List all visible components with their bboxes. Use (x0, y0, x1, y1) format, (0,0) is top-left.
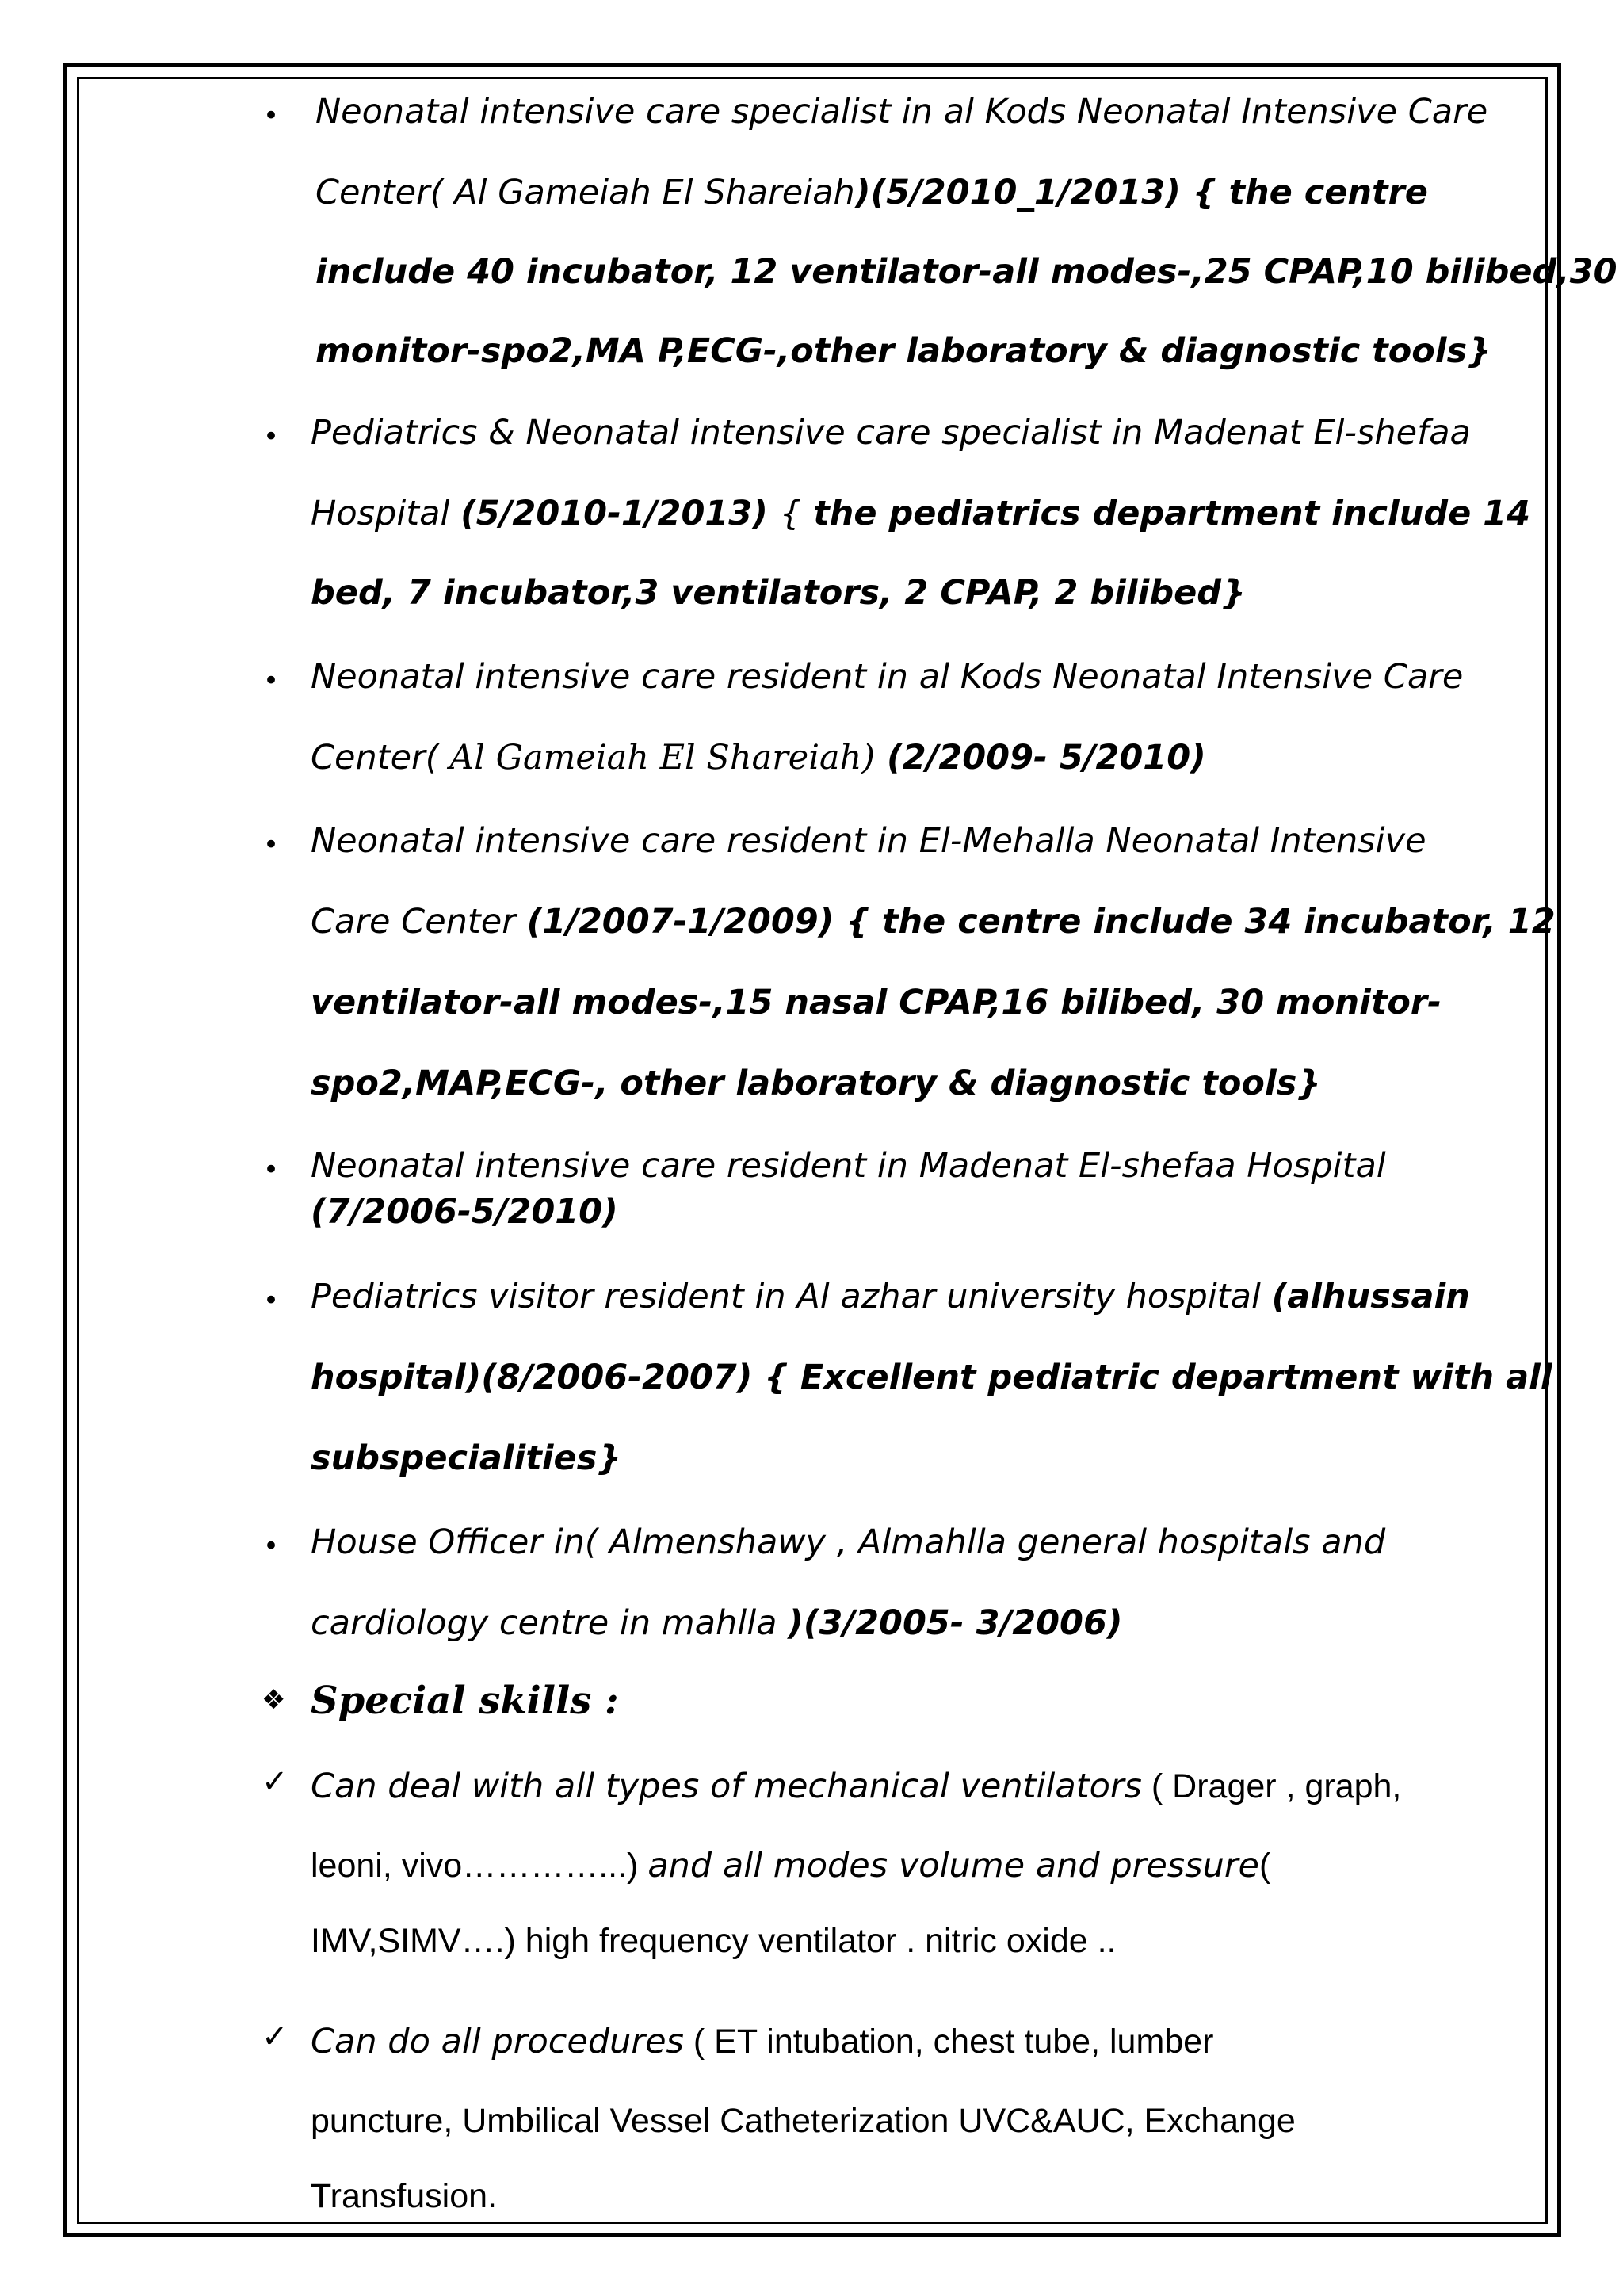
text-segment: (2/2009- 5/2010 (875, 738, 1191, 777)
bullet-icon: • (263, 100, 280, 132)
experience-line (311, 821, 1426, 861)
experience-line (311, 1522, 1386, 1562)
text-segment: r university hospital (921, 1277, 1272, 1316)
skill-line (311, 1767, 1402, 1806)
text-segment: leoni, vivo………….. (311, 1847, 618, 1885)
text-segment: ventilator-all modes-,15 nasal CPAP,16 bilibed, 30 monitor- (311, 983, 1442, 1022)
text-segment: include 40 incubator, 12 ventilator-all modes-,25 CPAP,10 bilibed,30 (315, 252, 1617, 292)
text-segment: ) (1190, 738, 1206, 777)
text-segment: (7/2006-5/2010) (311, 1192, 618, 1232)
text-segment: ( Drager , graph, (1141, 1767, 1402, 1805)
text-segment: Care Center (311, 902, 527, 942)
checkmark-icon: ✓ (262, 2019, 288, 2055)
text-segment: Neonatal intensive care resident in Madenat El-shefaa Hospital (311, 1146, 1386, 1186)
text-segment: House Officer in( Almenshawy , Almahlla general hospitals and (311, 1522, 1386, 1562)
bullet-icon: • (263, 1154, 280, 1186)
experience-line (311, 1358, 1552, 1397)
skill-line (311, 2022, 1214, 2061)
text-segment: Neonatal intensive care resident in al Kods Neonatal Intensive Care (311, 657, 1464, 697)
experience-line (311, 1603, 1123, 1643)
text-segment: { (779, 494, 802, 533)
skill-line (311, 2179, 497, 2214)
text-segment: .) (617, 1847, 648, 1885)
experience-line (311, 1192, 618, 1232)
text-segment: Pediatrics visitor resident in Al azha (311, 1277, 922, 1316)
text-segment: (alhussain (1271, 1277, 1470, 1316)
text-segment: subspecialities} (311, 1438, 621, 1478)
experience-line (311, 413, 1471, 453)
text-segment: bed, 7 incubator,3 ventilators, 2 CPAP, 2 bilibed} (311, 573, 1246, 613)
experience-line (311, 1438, 621, 1478)
text-segment: cardiology centre in mahlla (311, 1603, 789, 1643)
text-segment: (5/2010-1/2013) (460, 494, 780, 533)
experience-line (311, 902, 1556, 942)
checkmark-icon: ✓ (262, 1763, 288, 1800)
text-segment: spo2,MAP,ECG-, other laboratory & diagnostic tools} (311, 1064, 1321, 1103)
text-segment: IMV,SIMV….) high frequency ventilator . nitric oxide .. (311, 1922, 1117, 1960)
text-segment: the pediatrics department include 14 (801, 494, 1531, 533)
text-segment: ( (1258, 1847, 1271, 1885)
bullet-icon: • (263, 829, 280, 861)
text-segment: Neonatal intensive care specialist in al Kods Neonatal Intensive Care (315, 92, 1488, 132)
experience-line (311, 1146, 1386, 1186)
skill-line (311, 1924, 1117, 1958)
text-segment: ( ET intubation, chest tube, lumber (683, 2023, 1214, 2061)
text-segment: Center( Al Gameiah El Shareiah (315, 173, 855, 212)
bullet-icon: • (263, 1530, 280, 1562)
bullet-icon: • (263, 421, 280, 453)
experience-line (315, 331, 1491, 371)
text-segment: Can do all procedures (311, 2022, 684, 2061)
text-segment: Neonatal intensive care resident in El-Mehalla Neonatal Intensive (311, 821, 1426, 861)
text-segment: puncture, Umbilical Vessel Catheterization UVC&AUC, Exchange (311, 2102, 1296, 2140)
text-segment: (1/2007-1/2009) { the centre include 34 incubator, 12 (526, 902, 1556, 942)
text-segment: monitor-spo2,MA P,ECG-,other laboratory & diagnostic tools} (315, 331, 1491, 371)
skills-heading: Special skills : (311, 1679, 619, 1723)
text-segment: the centre (1228, 173, 1428, 212)
skill-line (311, 1846, 1271, 1885)
experience-line (311, 1064, 1321, 1103)
text-segment: )(5/2010_1/2013 (854, 173, 1166, 212)
experience-line (315, 252, 1617, 292)
text-segment: Pediatrics & Neonatal intensive care specialist in Madenat El-shefaa (311, 413, 1471, 453)
experience-line (311, 573, 1246, 613)
experience-line (311, 983, 1442, 1022)
diamond-icon: ❖ (262, 1684, 286, 1716)
text-segment: and all modes volume and pressure (647, 1846, 1259, 1885)
text-segment: Center( (311, 738, 450, 777)
text-segment: Al Gameiah El Shareiah) (449, 738, 876, 777)
text-segment: ) { (1165, 173, 1229, 212)
bullet-icon: • (263, 665, 280, 697)
experience-line (311, 494, 1531, 533)
experience-line (315, 92, 1488, 132)
skill-line (311, 2104, 1296, 2138)
text-segment: Transfusion. (311, 2177, 498, 2215)
experience-line (311, 1277, 1470, 1316)
experience-line (311, 657, 1464, 697)
bullet-icon: • (263, 1285, 280, 1316)
experience-line (315, 173, 1428, 212)
experience-line (311, 738, 1206, 777)
text-segment: Hospital (311, 494, 461, 533)
text-segment: )(3/2005- 3/2006) (788, 1603, 1123, 1643)
text-segment: hospital)(8/2006-2007) { Excellent pediatric department with all (311, 1358, 1552, 1397)
text-segment: Can deal with all types of mechanical ventilators (311, 1767, 1142, 1806)
